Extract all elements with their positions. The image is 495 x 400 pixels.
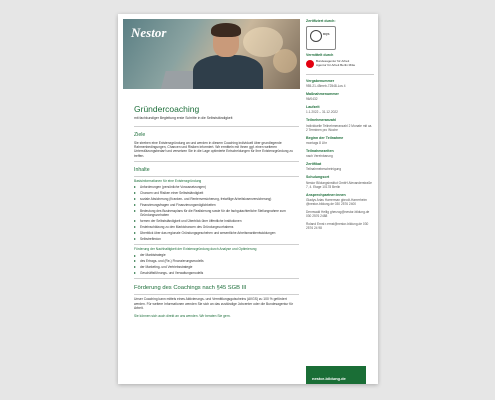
page-title: Gründercoaching [134,104,200,114]
flyer-page [118,14,378,384]
list-item: der Marketing- und Vertriebsstrategie [134,265,299,269]
logo [123,19,177,47]
list-item: Selbstreflexion [134,237,299,241]
divider [306,74,374,75]
certification-badge [306,26,336,50]
contact-line: Sie können sich auch direkt an uns wenden. Wir beraten Sie gern. [134,313,231,318]
logo-text: Nestor [131,25,167,40]
section-heading-inhalte: Inhalte [134,166,150,173]
sidebar [306,19,374,381]
list-nachhaltigkeit [134,253,299,275]
section-heading-foerderung: Förderung des Coachings nach §45 SGB III [134,284,247,291]
seal-icon [310,30,322,42]
list-item: soziale Absicherung (Kranken- und Rentenversicherung, freiwillige Arbeitslosenversicherung) [134,197,299,201]
list-item: Überblick über das regionale Gründungsgeschehen und wesentliche Arbeitsmarktentwicklungen [134,231,299,235]
info-block: Ansprechpartner:innen Gladys Arias Harrerman gbrodt-Harrerheim @nestor-bildung.de 030 2576 2400 [306,192,367,207]
ba-logo-icon [306,60,314,68]
info-block: Maßnahmenummer 96/0432 [306,91,339,102]
info-block: Roland Ernst r.ernst@nestor-bildung.de 030 2576 24 98 [306,221,369,231]
info-block: Schulungsort Nestor Bildungsinstitut GmbH Alexanderstraße 7, 4. Etage 10178 Berlin [306,175,372,189]
foerderung-text: Unser Coaching kann mittels eines Aktivierungs- und Vermittlungsgutscheins (AVGS) zu 100 % gefördert werden. Für weitere Informationen wenden Sie sich an das zuständige Jobcenter oder die Bundesagentur für Arbeit. [134,297,294,311]
info-block: Teilnehmeranzahl Individuelle Teilnehmeranzahl 2 Monate mit ca. 2 Terminen pro Woche [306,118,373,132]
main-content [134,104,299,318]
list-item: Anforderungen (persönliche Voraussetzungen) [134,185,299,189]
zertifiziert-heading: Zertifiziert durch: [306,19,336,23]
list-item: Bedeutung des Businessplans für die Realisierung sowie für die fachgutachterliche Stellungnahme zum Gründungsvorhaben [134,209,299,218]
list-item: Chancen und Risiken einer Selbstständigkeit [134,191,299,195]
info-block: Laufzeit 1.1.2022 – 31.12.2022 [306,104,338,115]
list-item: Ersteinschätzung zu den Marktchancen des Gründungsvorhabens [134,225,299,229]
website-link[interactable]: nestor-bildung.de [312,376,346,381]
info-block: Dennwald Hellig gherzog@nestor-bildung.de 030 2576 2488 [306,209,370,219]
page-subtitle: mit fachkundiger Begleitung erste Schritte in die Selbstständigkeit [134,116,233,120]
group-label-basis: Basisinformationen für eine Existenzgründung [134,179,202,184]
info-block: Beginn der Teilnahme montags 8 Uhr [306,135,344,146]
badge-label: DQS [323,32,330,36]
ziele-text: Sie streben eine Existenzgründung an und werden in diesem Coaching individuell über grundlegende Rahmenbedingungen, Chancen und Risiken informiert. Wir ermitteln mit Ihnen ggf. einen weiteren Unterstützungsbedarf und versetzen Sie in die Lage optimierte Entscheidungen für Ihre Existenzgründung zu treffen. [134,140,293,158]
divider [134,244,299,245]
list-item: der Marktstrategie [134,253,299,257]
divider [134,294,299,295]
ba-name: Bundesagentur für Arbeit [316,59,350,64]
divider [134,278,299,279]
list-item: formen der Selbstständigkeit und Überblick über öffentliche Institutionen [134,219,299,223]
list-basis [134,185,299,241]
group-label-nachhaltigkeit: Förderung der Nachhaltigkeit der Existenzgründung durch Analyse und Optimierung [134,247,257,252]
hero-photo [123,19,300,89]
divider [134,161,299,162]
list-item: Finanzierungsfragen und Finanzierungsmöglichkeiten [134,203,299,207]
ba-logo [306,60,374,68]
ba-sub: Agentur für Arbeit Berlin Mitte [316,63,356,67]
website-footer[interactable] [306,366,366,384]
vermittelt-heading: Vermittelt durch [306,53,334,57]
info-block: Teilnahmezeiten nach Vereinbarung [306,148,334,159]
list-item: des Ertrags- und (Re-) Finanzierungsmodells [134,259,299,263]
info-block: Zertifikat Teilnahmebescheinigung [306,161,342,172]
info-block: Vergabenummer 955-21-45meb-72548-Los 4 [306,78,346,88]
list-item: Geschäftsführungs- und Verwaltungsmodells [134,271,299,275]
section-heading-ziele: Ziele [134,131,146,138]
divider [134,126,299,127]
divider [134,176,299,177]
